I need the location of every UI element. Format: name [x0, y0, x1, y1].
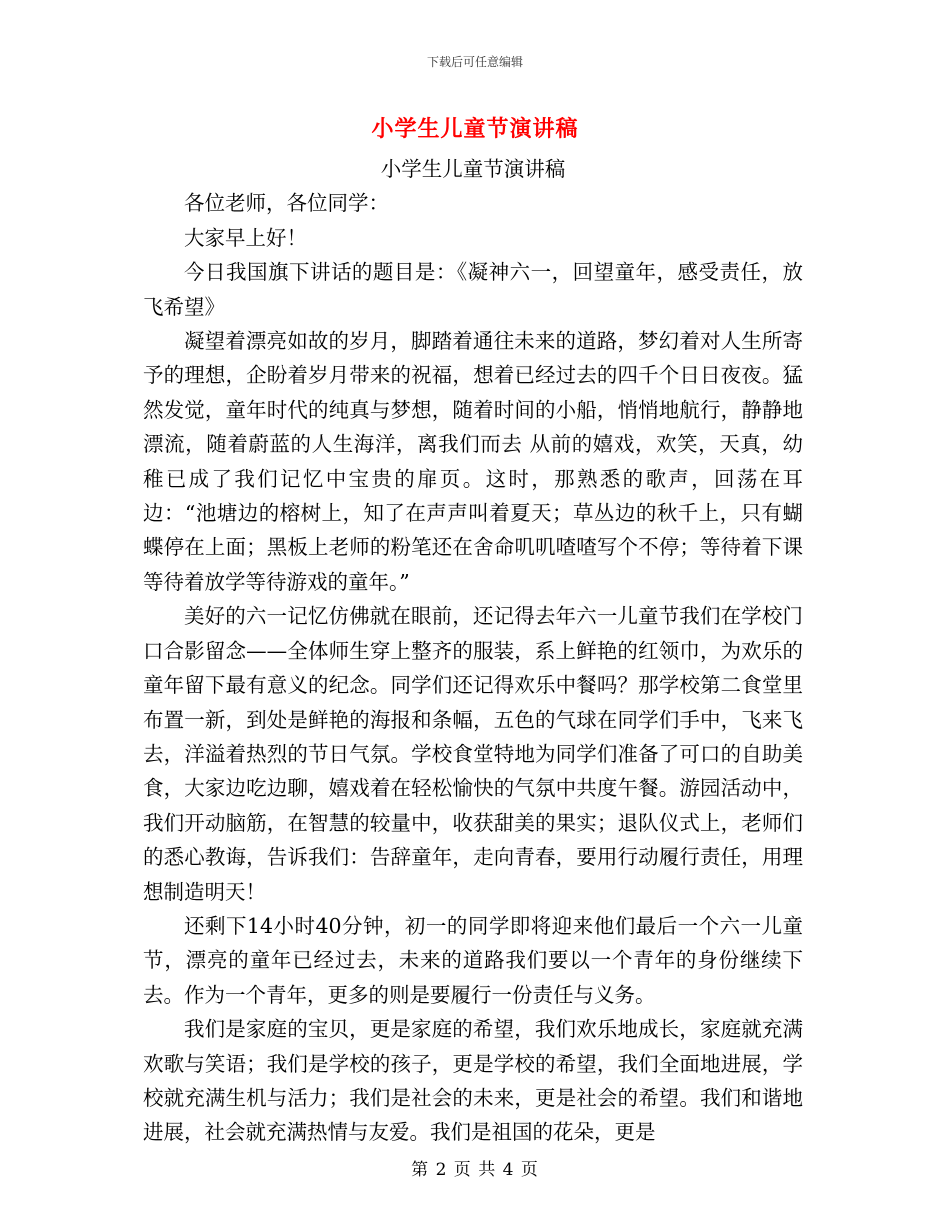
childhood-memory-paragraph: 凝望着漂亮如故的岁月，脚踏着通往未来的道路，梦幻着对人生所寄予的理想，企盼着岁月带来的祝福，想着已经过去的四千个日日夜夜。猛然发觉，童年时代的纯真与梦想，随着时间的小船，悄悄地航行，静静地漂流，随着蔚蓝的人生海洋，离我们而去 从前的嬉戏，欢笑，天真，幼稚已成了我们记忆中宝贵的扉页。这时，那熟悉的歌声，回荡在耳边：“池塘边的榕树上，知了在声声叫着夏天；草丛边的秋千上，只有蝴蝶停在上面；黑板上老师的粉笔还在舍命叽叽喳喳写个不停；等待着下课等待着放学等待游戏的童年。”	[143, 329, 803, 594]
greeting: 大家早上好！	[184, 225, 307, 250]
document-subtitle: 小学生儿童节演讲稿	[380, 157, 566, 181]
hope-paragraph: 我们是家庭的宝贝，更是家庭的希望，我们欢乐地成长，家庭就充满欢歌与笑语；我们是学校的孩子，更是学校的希望，我们全面地进展，学校就充满生机与活力；我们是社会的未来，更是社会的希望。我们和谐地进展，社会就充满热情与友爱。我们是祖国的花朵，更是	[143, 1017, 803, 1145]
speech-topic-paragraph: 今日我国旗下讲话的题目是：《凝神六一，回望童年，感受责任，放飞希望》	[143, 260, 803, 319]
last-year-memory-paragraph: 美好的六一记忆仿佛就在眼前，还记得去年六一儿童节我们在学校门口合影留念——全体师生穿上整齐的服装，系上鲜艳的红领巾，为欢乐的童年留下最有意义的纪念。同学们还记得欢乐中餐吗？那学校第二食堂里布置一新，到处是鲜艳的海报和条幅，五色的气球在同学们手中，飞来飞去，洋溢着热烈的节日气氛。学校食堂特地为同学们准备了可口的自助美食，大家边吃边聊，嬉戏着在轻松愉快的气氛中共度午餐。游园活动中，我们开动脑筋，在智慧的较量中，收获甜美的果实；退队仪式上，老师们的悉心教诲，告诉我们：告辞童年，走向青春，要用行动履行责任，用理想制造明天！	[143, 604, 803, 904]
countdown-paragraph: 还剩下14小时40分钟，初一的同学即将迎来他们最后一个六一儿童节，漂亮的童年已经过去，未来的道路我们要以一个青年的身份继续下去。作为一个青年，更多的则是要履行一份责任与义务。	[143, 913, 803, 1007]
salutation: 各位老师，各位同学：	[184, 191, 389, 216]
document-body	[143, 152, 803, 1150]
header-note: 下载后可任意编辑	[426, 55, 523, 69]
page-number: 第 2 页 共 4 页	[411, 1160, 539, 1180]
document-title: 小学生儿童节演讲稿	[371, 117, 579, 142]
